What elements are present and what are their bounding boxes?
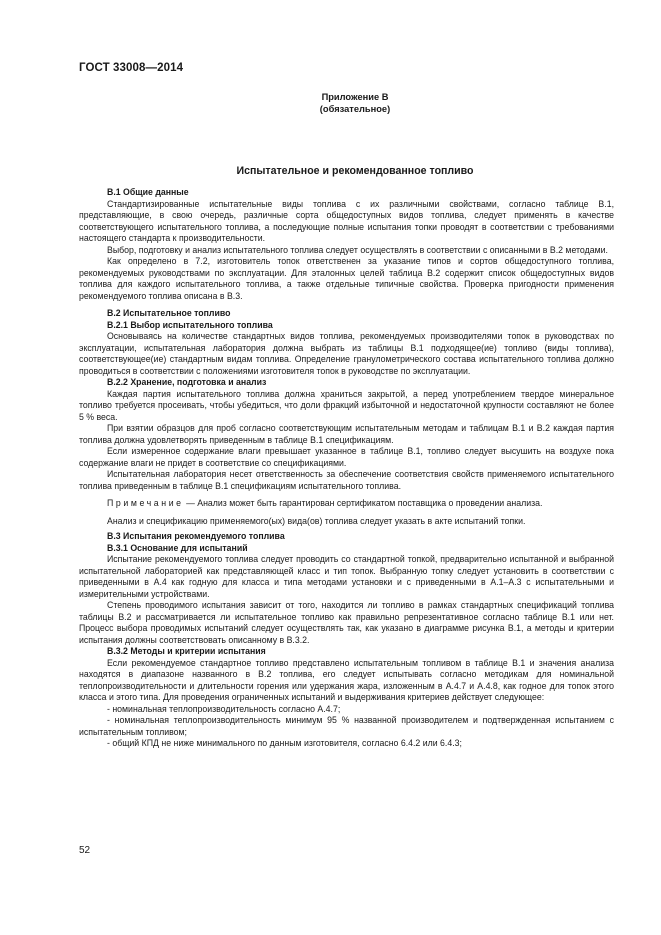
- list-item: - номинальная теплопроизводительность согласно А.4.7;: [107, 703, 341, 714]
- paragraph: Степень проводимого испытания зависит от того, находится ли топливо в рамках стандартных спецификаций топлива таблицы В.2 и рассматривается ли испытательное топливо как правильно репрезентативное согласно таблице В.1 или нет. Процесс выбора проводимых испытаний следует осуществлять так, как указано в диаграмме рисунка В.1, а методы и критерии испытания должны соответствовать описанному в В.3.2.: [79, 600, 614, 645]
- appendix-status: (обязательное): [319, 104, 391, 114]
- section-heading-b3: В.3 Испытания рекомендуемого топлива: [107, 531, 285, 541]
- appendix-title: Испытательное и рекомендованное топливо: [236, 165, 474, 177]
- note-label: Примечание: [107, 498, 184, 508]
- section-heading-b2: В.2 Испытательное топливо: [107, 308, 231, 318]
- paragraph: Выбор, подготовку и анализ испытательного топлива следует осуществлять в соответствии с описанными в В.2 методами.: [107, 244, 608, 255]
- paragraph: Как определено в 7.2, изготовитель топок ответственен за указание типов и сортов общедоступного топлива, рекомендуемых руководствами по эксплуатации. Для эталонных целей таблица В.2 содержит список общедоступных видов топлива для каждого испытательного топлива, а также отдельные типичные свойства. Проверка пригодности применения рекомендуемого топлива описана в В.3.: [79, 256, 614, 301]
- paragraph: Каждая партия испытательного топлива должна храниться закрытой, а перед употреблением твердое минеральное топливо требуется просеивать, чтобы убедиться, что доли фракций избыточной и недостаточной крупности составляют не более 5 % веса.: [79, 388, 614, 422]
- standard-code: ГОСТ 33008—2014: [79, 62, 184, 74]
- appendix-label: Приложение В: [321, 92, 389, 102]
- note-text: — Анализ может быть гарантирован сертификатом поставщика о проведении анализа.: [183, 498, 543, 508]
- subsection-heading-b21: В.2.1 Выбор испытательного топлива: [107, 319, 273, 330]
- paragraph: Если рекомендуемое стандартное топливо представлено испытательным топливом в таблице В.1 и значения анализа находятся в диапазоне названного в В.2 топлива, его следует испытывать согласно методикам для номинальной теплопроизводительности и длительности горения или удержания жара, изложенным в А.4.7 и А.4.8, как годное для топок этого класса и этого типа. Для проведения ограниченных испытаний и выдерживания критериев действует следующее:: [79, 657, 614, 702]
- subsection-heading-b31: В.3.1 Основание для испытаний: [107, 542, 248, 553]
- note: [79, 498, 614, 510]
- paragraph: Анализ и спецификацию применяемого(ых) вида(ов) топлива следует указать в акте испытаний топки.: [107, 515, 526, 526]
- paragraph: Основываясь на количестве стандартных видов топлива, рекомендуемых производителями топок в руководствах по эксплуатации, испытательная лаборатория должна выбрать из таблицы В.1 подходящее(ие) топливо (виды топлива), соответствующее(ие) стандартным видам топлива. Определение гранулометрического состава испытательного топлива должно проводиться в соответствии с положениями изготовителя топок в руководстве по эксплуатации.: [79, 331, 614, 376]
- paragraph: Стандартизированные испытательные виды топлива с их различными свойствами, согласно таблице В.1, представляющие, в свою очередь, различные сорта общедоступных видов топлива, следует применять в качестве соответствующего испытательного топлива, а последующие полные испытания топки проводят в соответствии с требованиями настоящего стандарта к производительности.: [79, 198, 614, 243]
- appendix-heading: [200, 91, 510, 115]
- page-number: 52: [79, 845, 91, 856]
- paragraph: Испытательная лаборатория несет ответственность за обеспечение соответствия свойств применяемого испытательного топлива приведенным в таблице В.1 спецификациям испытательного топлива.: [79, 469, 614, 491]
- subsection-heading-b32: В.3.2 Методы и критерии испытания: [107, 646, 266, 656]
- section-heading-b1: В.1 Общие данные: [107, 187, 189, 197]
- paragraph: При взятии образцов для проб согласно соответствующим испытательным методам и таблицам В.1 и В.2 каждая партия топлива должна удовлетворять приведенным в таблице В.1 спецификациям.: [79, 423, 614, 445]
- paragraph: Испытание рекомендуемого топлива следует проводить со стандартной топкой, предварительно испытанной и выбранной испытательной лабораторией как представляющей класс и тип топок. Выбранную топку следует установить в соответствии с приведенными в А.4 как годную для класса и типа методами установки и с приведенными в А.1–А.3 с испытательными и измерительными устройствами.: [79, 554, 614, 599]
- paragraph: Если измеренное содержание влаги превышает указанное в таблице В.1, топливо следует высушить на воздухе пока содержание влаги не придет в соответствие со спецификациями.: [79, 446, 614, 468]
- document-body: [79, 187, 614, 750]
- list-item: - общий КПД не ниже минимального по данным изготовителя, согласно 6.4.2 или 6.4.3;: [107, 738, 462, 748]
- subsection-heading-b22: В.2.2 Хранение, подготовка и анализ: [107, 377, 267, 387]
- list-item: - номинальная теплопроизводительность минимум 95 % названной производителем и подтвержденная испытанием с испытательным топливом;: [79, 715, 614, 737]
